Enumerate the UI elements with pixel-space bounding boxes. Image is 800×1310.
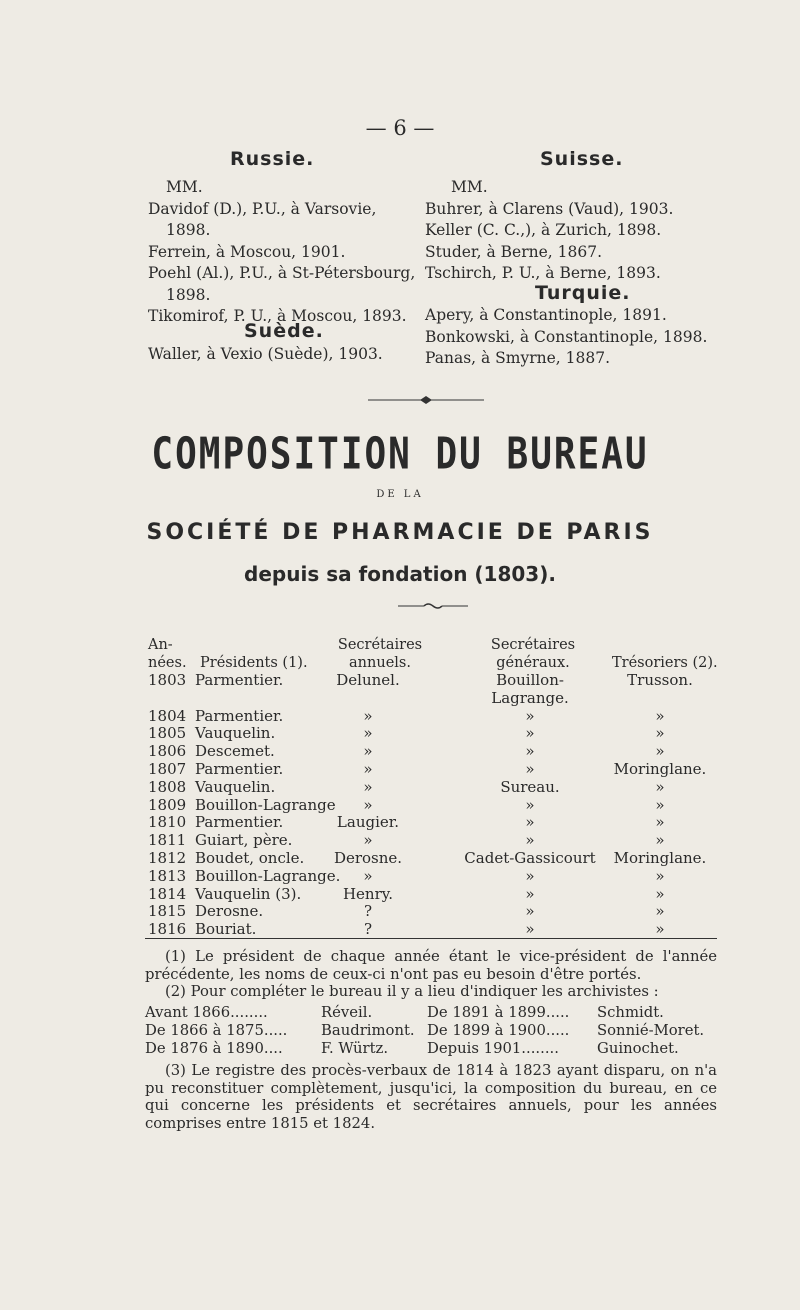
cell-president: Bouillon-Lagrange. bbox=[195, 866, 341, 885]
cell-tresorier: » bbox=[655, 742, 665, 761]
list-item: Panas, à Smyrne, 1887. bbox=[425, 349, 611, 367]
header-presidents: Présidents (1). bbox=[200, 655, 308, 671]
turquie-list bbox=[425, 305, 707, 370]
cell-year: 1808 bbox=[148, 777, 187, 796]
cell-secretaire-general: » bbox=[525, 742, 535, 761]
cell-tresorier: Moringlane. bbox=[613, 849, 707, 867]
cell-tresorier: » bbox=[655, 866, 665, 885]
header-annees: An- nées. bbox=[148, 637, 187, 671]
cell-secretaire-general: Sureau. bbox=[500, 777, 560, 796]
list-item: MM. bbox=[166, 178, 203, 196]
list-item: 1898. bbox=[166, 221, 211, 239]
small-ornament bbox=[398, 601, 468, 611]
footnote-2: (2) Pour compléter le bureau il y a lieu d'indiquer les archivistes : bbox=[165, 983, 659, 1000]
cell-year: 1810 bbox=[148, 813, 187, 832]
list-item: Poehl (Al.), P.U., à St-Pétersbourg, bbox=[148, 264, 416, 282]
cell-president: Parmentier. bbox=[195, 813, 284, 832]
cell-tresorier: » bbox=[655, 902, 665, 921]
cell-president: Parmentier. bbox=[195, 760, 284, 778]
cell-secretaire-annuel: » bbox=[363, 831, 373, 850]
cell-year: 1816 bbox=[148, 920, 187, 939]
cell-tresorier: » bbox=[655, 920, 665, 939]
cell-secretaire-general: » bbox=[525, 920, 535, 939]
list-item: Apery, à Constantinople, 1891. bbox=[425, 306, 667, 324]
cell-secretaire-general: » bbox=[525, 813, 535, 832]
cell-president: Vauquelin. bbox=[195, 777, 276, 796]
cell-president: Boudet, oncle. bbox=[195, 849, 305, 867]
archivist-name: F. Würtz. bbox=[321, 1040, 389, 1057]
cell-secretaire-general: » bbox=[525, 724, 535, 743]
list-item: Bonkowski, à Constantinople, 1898. bbox=[425, 327, 708, 346]
suede-title: Suède. bbox=[244, 320, 324, 342]
suede-list bbox=[148, 344, 383, 366]
archivist-name: Schmidt. bbox=[597, 1004, 664, 1021]
page-number: — 6 — bbox=[365, 116, 435, 140]
cell-secretaire-general-cont: Lagrange. bbox=[491, 688, 569, 707]
footnote-3-wrap bbox=[145, 1062, 717, 1132]
cell-secretaire-annuel: ? bbox=[363, 902, 373, 921]
cell-tresorier: Trusson. bbox=[627, 671, 693, 689]
cell-year: 1806 bbox=[148, 742, 187, 761]
cell-secretaire-annuel: Delunel. bbox=[336, 671, 400, 689]
archivist-name: Réveil. bbox=[321, 1004, 373, 1021]
archivist-period: De 1866 à 1875..... bbox=[145, 1022, 288, 1039]
cell-secretaire-annuel: Laugier. bbox=[336, 813, 400, 832]
suisse-list bbox=[425, 177, 673, 285]
cell-secretaire-annuel: » bbox=[363, 742, 373, 761]
cell-year: 1814 bbox=[148, 884, 187, 903]
list-item: Keller (C. C.,), à Zurich, 1898. bbox=[425, 221, 662, 239]
archivist-period: De 1891 à 1899..... bbox=[427, 1004, 570, 1021]
turquie-title: Turquie. bbox=[535, 282, 631, 304]
list-item: Davidof (D.), P.U., à Varsovie, bbox=[148, 199, 377, 218]
since-heading: depuis sa fondation (1803). bbox=[244, 562, 556, 586]
cell-president: Bouriat. bbox=[195, 920, 257, 939]
cell-president: Guiart, père. bbox=[195, 831, 293, 850]
cell-secretaire-general: » bbox=[525, 795, 535, 814]
cell-secretaire-general: » bbox=[525, 884, 535, 903]
cell-secretaire-annuel: » bbox=[363, 777, 373, 796]
list-item: Ferrein, à Moscou, 1901. bbox=[148, 242, 346, 261]
archivists-list bbox=[145, 1004, 717, 1058]
cell-secretaire-annuel: » bbox=[363, 795, 373, 814]
cell-tresorier: » bbox=[655, 884, 665, 903]
footnotes bbox=[145, 948, 717, 1001]
cell-tresorier: » bbox=[655, 724, 665, 743]
cell-tresorier: » bbox=[655, 706, 665, 725]
ornament-divider bbox=[368, 394, 484, 406]
list-item: Studer, à Berne, 1867. bbox=[425, 242, 603, 261]
cell-president: Vauquelin (3). bbox=[195, 884, 302, 903]
list-item: Waller, à Vexio (Suède), 1903. bbox=[148, 345, 383, 363]
cell-secretaire-general: » bbox=[525, 902, 535, 921]
cell-president: Derosne. bbox=[195, 902, 264, 921]
list-item: Tikomirof, P. U., à Moscou, 1893. bbox=[148, 307, 407, 325]
footnote-1: (1) Le président de chaque année étant le vice-président de l'année précédente, les noms de ceux-ci n'ont pas eu besoin d'être portés. bbox=[145, 948, 717, 983]
cell-secretaire-annuel: Henry. bbox=[342, 884, 394, 903]
cell-secretaire-annuel: ? bbox=[363, 920, 373, 939]
header-secretaires-generaux: Secrétaires généraux. bbox=[490, 637, 576, 671]
cell-secretaire-general: » bbox=[525, 831, 535, 850]
cell-secretaire-annuel: » bbox=[363, 866, 373, 885]
cell-tresorier: » bbox=[655, 777, 665, 796]
suisse-title: Suisse. bbox=[540, 148, 624, 170]
cell-president: Parmentier. bbox=[195, 706, 284, 725]
cell-year: 1809 bbox=[148, 795, 187, 814]
archivist-period: De 1899 à 1900..... bbox=[427, 1022, 570, 1039]
list-item: 1898. bbox=[166, 285, 211, 304]
header-tresoriers: Trésoriers (2). bbox=[612, 655, 718, 671]
cell-tresorier: » bbox=[655, 813, 665, 832]
archivist-period: Avant 1866........ bbox=[145, 1004, 268, 1021]
de-la-label: DE LA bbox=[376, 489, 424, 500]
cell-secretaire-annuel: Derosne. bbox=[333, 849, 403, 867]
russie-title: Russie. bbox=[230, 148, 315, 170]
footnote-3: (3) Le registre des procès-verbaux de 1814 à 1823 ayant disparu, on n'a pu reconstituer complètement, jusqu'ici, la composition du bureau, en ce qui concerne les présidents et secrétaires annuels, pour les années comprises entre 1815 et 1824. bbox=[145, 1062, 717, 1132]
cell-year: 1815 bbox=[148, 902, 187, 921]
cell-tresorier: » bbox=[655, 831, 665, 850]
cell-secretaire-annuel: » bbox=[363, 760, 373, 778]
cell-year: 1803 bbox=[148, 671, 187, 689]
russie-list bbox=[148, 177, 415, 328]
cell-year: 1812 bbox=[148, 849, 187, 867]
main-heading: COMPOSITION DU BUREAU bbox=[151, 429, 649, 480]
archivist-period: De 1876 à 1890.... bbox=[145, 1040, 283, 1057]
list-item: Tschirch, P. U., à Berne, 1893. bbox=[425, 264, 661, 282]
cell-secretaire-annuel: » bbox=[363, 724, 373, 743]
list-item: Buhrer, à Clarens (Vaud), 1903. bbox=[425, 199, 674, 218]
cell-secretaire-general: » bbox=[525, 760, 535, 778]
archivist-name: Guinochet. bbox=[597, 1040, 679, 1057]
cell-secretaire-general: Bouillon- bbox=[496, 671, 564, 689]
cell-secretaire-general: Cadet-Gassicourt bbox=[464, 849, 596, 867]
cell-president: Descemet. bbox=[195, 742, 275, 761]
cell-tresorier: Moringlane. bbox=[613, 760, 707, 778]
cell-secretaire-general: » bbox=[525, 706, 535, 725]
header-secretaires-annuels: Secrétaires annuels. bbox=[337, 637, 423, 671]
cell-tresorier: » bbox=[655, 795, 665, 814]
list-item: MM. bbox=[451, 178, 488, 196]
archivist-name: Sonnié-Moret. bbox=[597, 1022, 705, 1039]
cell-president: Bouillon-Lagrange bbox=[195, 795, 336, 814]
footnote-rule bbox=[145, 938, 717, 939]
cell-year: 1804 bbox=[148, 706, 187, 725]
cell-year: 1813 bbox=[148, 866, 187, 885]
archivist-period: Depuis 1901........ bbox=[427, 1040, 559, 1057]
cell-secretaire-general: » bbox=[525, 866, 535, 885]
society-heading: SOCIÉTÉ DE PHARMACIE DE PARIS bbox=[146, 520, 654, 545]
cell-president: Vauquelin. bbox=[195, 724, 276, 743]
cell-year: 1805 bbox=[148, 724, 187, 743]
cell-secretaire-annuel: » bbox=[363, 706, 373, 725]
cell-year: 1807 bbox=[148, 760, 187, 778]
cell-year: 1811 bbox=[148, 831, 187, 850]
cell-president: Parmentier. bbox=[195, 671, 284, 689]
archivist-name: Baudrimont. bbox=[321, 1022, 415, 1039]
